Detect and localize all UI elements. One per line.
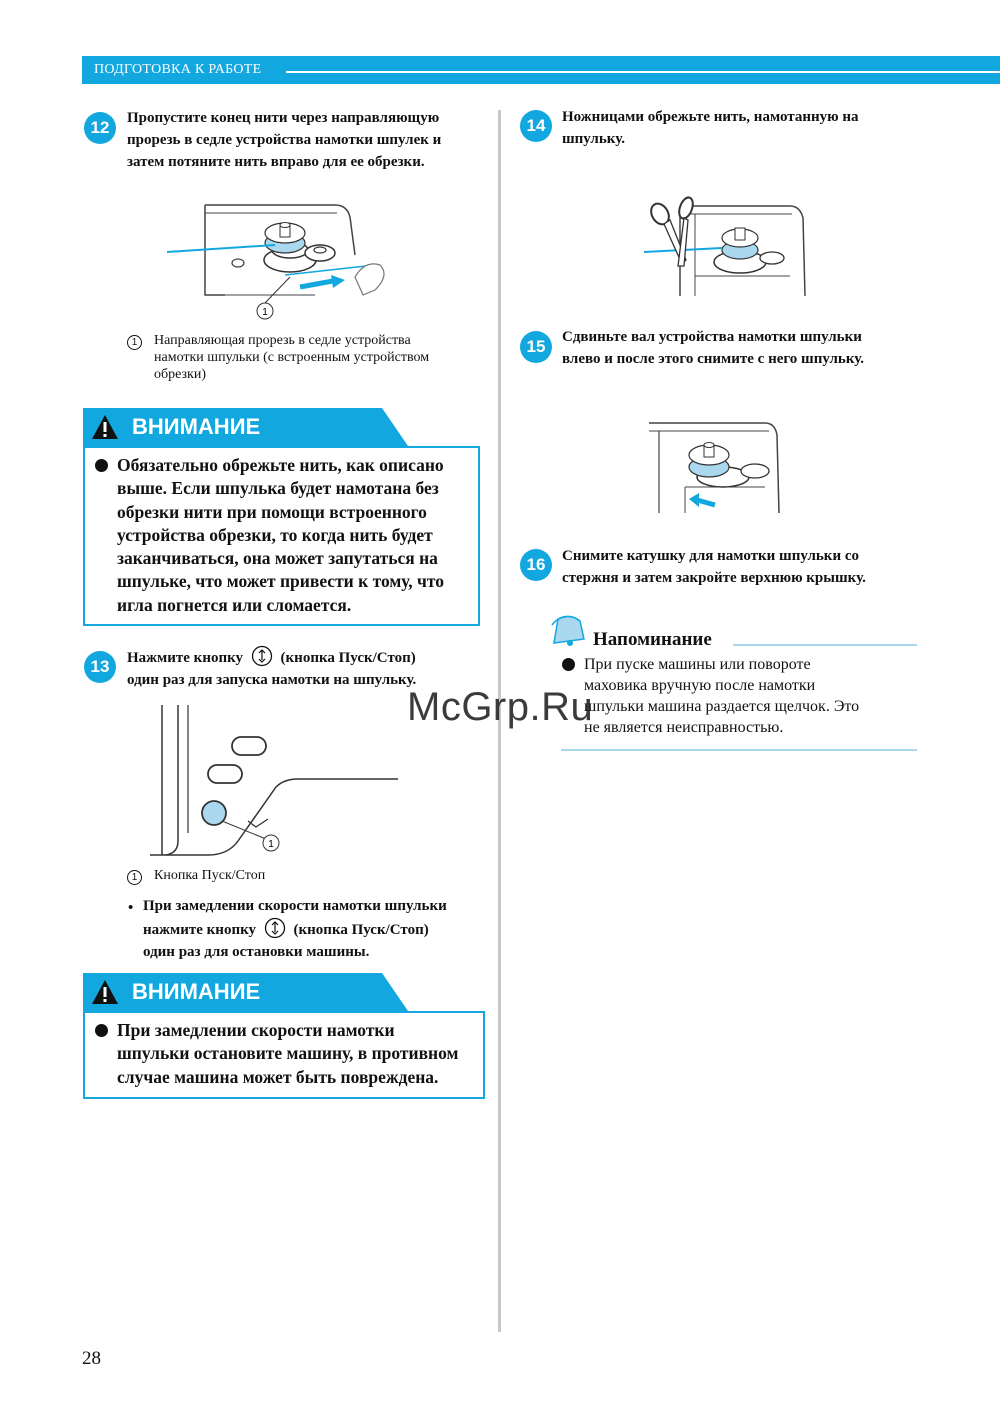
watermark: McGrp.Ru [407, 685, 594, 729]
page-number: 28 [82, 1348, 101, 1369]
memo-bullet [562, 658, 575, 671]
step-12-caption: Направляющая прорезь в седле устройства намотки шпульки (с встроенным устройством обрезки) [154, 333, 430, 382]
warning-2-bullet [95, 1024, 108, 1037]
step-14-number: 14 [520, 110, 552, 142]
section-title: ПОДГОТОВКА К РАБОТЕ [94, 62, 262, 77]
step-12-text: Пропустите конец нити через направляющую прорезь в седле устройства намотки шпулек и затем потяните нить вправо для ее обрезки. [127, 110, 442, 170]
step-15-number: 15 [520, 331, 552, 363]
warning-triangle-icon [90, 978, 120, 1006]
step-13-caption-number: 1 [127, 868, 142, 885]
step-13-sub-text: При замедлении скорости намотки шпульки нажмите кнопку (кнопка Пуск/Стоп) один раз для остановки машины. [143, 898, 447, 960]
step-13-text: Нажмите кнопку (кнопка Пуск/Стоп) один раз для запуска намотки на шпульку. [127, 645, 487, 691]
step-15-text: Сдвиньте вал устройства намотки шпульки влево и после этого снимите с него шпульку. [562, 329, 865, 367]
warning-triangle-icon [90, 413, 120, 441]
step-12-number: 12 [84, 112, 116, 144]
warning-2-title: ВНИМАНИЕ [132, 979, 261, 1004]
remove-bobbin-illustration [645, 405, 795, 515]
warning-1-text: Обязательно обрежьте нить, как описано выше. Если шпулька будет намотана без обрезки нити при помощи встроенного устройства обрезки, то когда нить будет заканчиваться, она может запутаться на шпульке, что может привести к тому, что игла погнется или сломается. [117, 455, 445, 615]
memo-title: Напоминание [593, 629, 712, 650]
warning-1-title: ВНИМАНИЕ [132, 414, 261, 439]
warning-1-bullet [95, 459, 108, 472]
step-12-caption-number: 1 [127, 333, 142, 350]
step-14-text: Ножницами обрежьте нить, намотанную на шпульку. [562, 109, 859, 147]
scissors-cut-illustration [640, 192, 810, 300]
start-stop-button-illustration [148, 703, 408, 863]
start-stop-button-icon [264, 917, 286, 939]
step-13-callout: 1 [268, 839, 274, 850]
memo-text: При пуске машины или повороте маховика вручную после намотки шпульки машина раздается щелчок. Это не является неисправностью. [584, 656, 860, 736]
memo-bottom-rule [561, 749, 917, 751]
bobbin-thread-cut-illustration [165, 195, 405, 325]
start-stop-button-icon [251, 645, 273, 667]
memo-title-rule [733, 644, 917, 646]
step-16-text: Снимите катушку для намотки шпульки со стержня и затем закройте верхнюю крышку. [562, 548, 866, 586]
bell-icon [548, 613, 592, 649]
warning-2-text: При замедлении скорости намотки шпульки остановите машину, в противном случае машина может быть повреждена. [117, 1020, 459, 1087]
step-12-callout: 1 [262, 307, 268, 318]
step-13-sub-bullet: • [128, 900, 134, 916]
header-rule [286, 71, 1000, 73]
step-13-number: 13 [84, 651, 116, 683]
step-16-number: 16 [520, 549, 552, 581]
step-13-caption: Кнопка Пуск/Стоп [154, 868, 266, 883]
